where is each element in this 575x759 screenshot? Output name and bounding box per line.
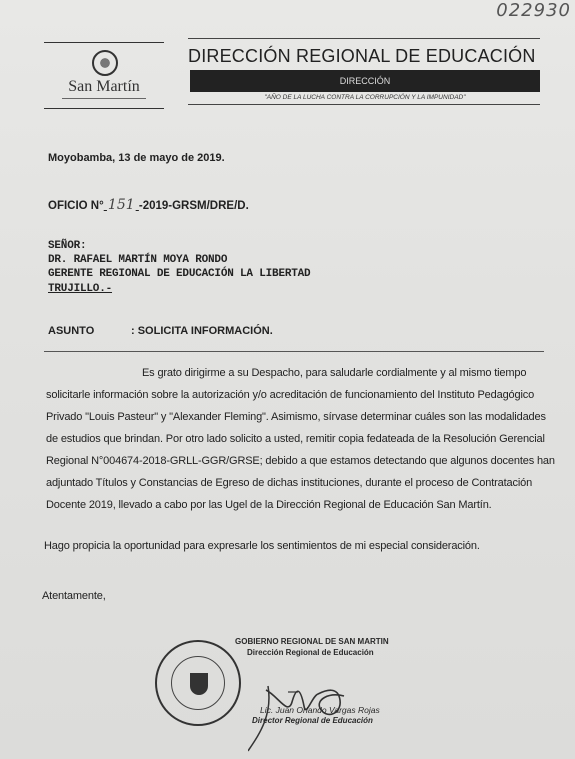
seal-inner-ring [171, 656, 225, 710]
oficio-number [48, 197, 249, 213]
farewell: Atentamente, [42, 590, 106, 602]
recipient-position: GERENTE REGIONAL DE EDUCACIÓN LA LIBERTAD [48, 268, 311, 280]
signer-name: Lic. Juan Orlando Vargas Rojas [260, 705, 380, 715]
stamp-unit: Dirección Regional de Educación [247, 648, 374, 657]
oficio-suffix: -2019-GRSM/DRE/D. [138, 200, 249, 212]
body-line: solicitarle información sobre la autorización y/o acreditación de funcionamiento del Instituto Pedagógico [46, 389, 535, 401]
recipient-city: TRUJILLO.- [48, 283, 113, 295]
asunto-value: : SOLICITA INFORMACIÓN. [131, 325, 273, 337]
body-line: Privado "Louis Pasteur" y "Alexander Fleming". Asimismo, sírvase determinar cuáles son las modalidades [46, 411, 546, 423]
logo-rule [44, 108, 164, 109]
letterhead-motto: "AÑO DE LA LUCHA CONTRA LA CORRUPCIÓN Y LA IMPUNIDAD" [264, 94, 466, 101]
recipient-name: DR. RAFAEL MARTÍN MOYA RONDO [48, 254, 228, 266]
logo-rule [44, 42, 164, 43]
body-line: Docente 2019, llevado a cabo por las Ugel de la Dirección Regional de Educación San Martín. [46, 499, 492, 511]
signer-title: Director Regional de Educación [252, 716, 373, 725]
letterhead-bar: DIRECCIÓN [190, 70, 540, 92]
oficio-handwritten-number: 151 [107, 197, 135, 213]
reference-number: 022930 [496, 0, 571, 21]
body-line: de estudios que brindan. Por otro lado solicito a usted, remitir copia fedateada de la Resolución Gerencial [46, 433, 545, 445]
logo-name: San Martín [68, 78, 140, 95]
place-date: Moyobamba, 13 de mayo de 2019. [48, 152, 225, 164]
closing-paragraph: Hago propicia la oportunidad para expresarle los sentimientos de mi especial consideración. [44, 540, 480, 552]
shield-icon [190, 673, 208, 695]
header-rule [188, 38, 540, 39]
san-martin-logo [44, 42, 164, 112]
oficio-prefix: OFICIO N° [48, 200, 104, 212]
asunto-label: ASUNTO [48, 325, 95, 337]
header-rule [188, 104, 540, 105]
stamp-org: GOBIERNO REGIONAL DE SAN MARTIN [235, 637, 389, 646]
asunto-divider [44, 351, 544, 352]
recipient-salutation: SEÑOR: [48, 240, 87, 252]
body-line: Es grato dirigirme a su Despacho, para saludarle cordialmente y al mismo tiempo [142, 367, 527, 379]
body-line: adjuntado Títulos y Constancias de Egreso de dichas instituciones, durante el proceso de Contratación [46, 477, 533, 489]
official-seal-icon [155, 640, 241, 726]
body-line: Regional N°004674-2018-GRLL-GGR/GRSE; debido a que estamos detectando que algunos docentes han [46, 455, 555, 467]
logo-subtitle [62, 98, 146, 101]
coat-of-arms-icon [92, 50, 118, 76]
letterhead-title: DIRECCIÓN REGIONAL DE EDUCACIÓN [188, 46, 536, 66]
